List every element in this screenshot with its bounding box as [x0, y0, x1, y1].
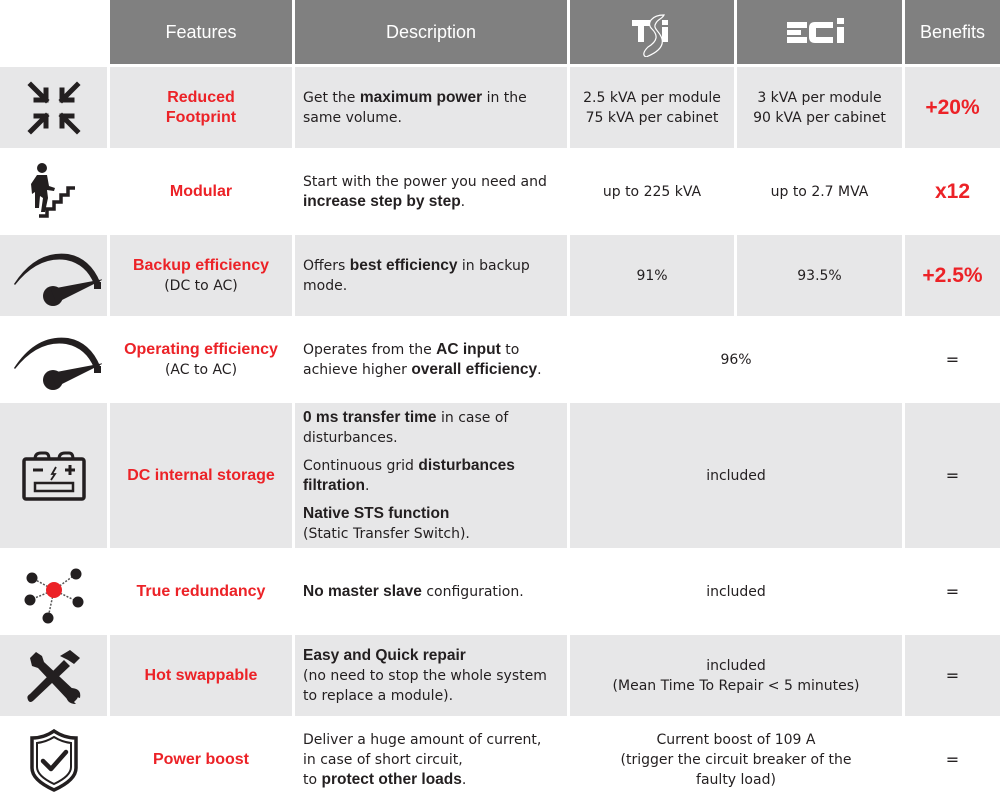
description-modular: Start with the power you need and increase step by step. — [295, 151, 570, 235]
benefit-operating-efficiency: = — [905, 319, 1000, 403]
feature-hot-swappable: Hot swappable — [110, 635, 295, 719]
shared-value-true-redundancy: included — [570, 551, 905, 635]
header-features: Features — [110, 0, 295, 67]
tsi-logo-icon — [622, 7, 682, 57]
gauge-icon — [6, 328, 102, 392]
benefit-hot-swappable: = — [905, 635, 1000, 719]
feature-modular: Modular — [110, 151, 295, 235]
shared-value-operating-efficiency: 96% — [570, 319, 905, 403]
header-benefits: Benefits — [905, 0, 1000, 67]
description-power-boost: Deliver a huge amount of current, in case of short circuit, to protect other loads. — [295, 719, 570, 803]
header-eci-logo — [737, 0, 905, 67]
description-operating-efficiency: Operates from the AC input to achieve higher overall efficiency. — [295, 319, 570, 403]
shield-check-icon — [29, 728, 79, 792]
person-climbing-stairs-icon — [29, 162, 79, 222]
feature-dc-internal-storage: DC internal storage — [110, 403, 295, 551]
shared-value-dc-internal-storage: included — [570, 403, 905, 551]
header-description: Description — [295, 0, 570, 67]
row-true-redundancy-icon-cell — [0, 551, 110, 635]
eci-value-backup-efficiency: 93.5% — [737, 235, 905, 319]
row-power-boost-icon-cell — [0, 719, 110, 803]
header-icon-column — [0, 0, 110, 67]
shared-value-power-boost: Current boost of 109 A (trigger the circuit breaker of the faulty load) — [570, 719, 905, 803]
tsi-value-reduced-footprint: 2.5 kVA per module 75 kVA per cabinet — [570, 67, 737, 151]
benefit-dc-internal-storage: = — [905, 403, 1000, 551]
feature-true-redundancy: True redundancy — [110, 551, 295, 635]
row-backup-efficiency-icon-cell — [0, 235, 110, 319]
battery-icon — [21, 449, 87, 503]
benefit-reduced-footprint: +20% — [905, 67, 1000, 151]
header-tsi-logo — [570, 0, 737, 67]
gauge-icon — [6, 244, 102, 308]
row-modular-icon-cell — [0, 151, 110, 235]
benefit-power-boost: = — [905, 719, 1000, 803]
description-backup-efficiency: Offers best efficiency in backup mode. — [295, 235, 570, 319]
eci-value-reduced-footprint: 3 kVA per module 90 kVA per cabinet — [737, 67, 905, 151]
network-nodes-icon — [22, 560, 86, 624]
benefit-modular: x12 — [905, 151, 1000, 235]
feature-reduced-footprint: Reduced Footprint — [110, 67, 295, 151]
tsi-value-backup-efficiency: 91% — [570, 235, 737, 319]
feature-operating-efficiency: Operating efficiency (AC to AC) — [110, 319, 295, 403]
row-operating-efficiency-icon-cell — [0, 319, 110, 403]
description-hot-swappable: Easy and Quick repair (no need to stop the whole system to replace a module). — [295, 635, 570, 719]
eci-value-modular: up to 2.7 MVA — [737, 151, 905, 235]
compress-arrows-icon — [24, 78, 84, 138]
benefit-backup-efficiency: +2.5% — [905, 235, 1000, 319]
row-hot-swappable-icon-cell — [0, 635, 110, 719]
shared-value-hot-swappable: included (Mean Time To Repair < 5 minutes) — [570, 635, 905, 719]
benefit-true-redundancy: = — [905, 551, 1000, 635]
tsi-value-modular: up to 225 kVA — [570, 151, 737, 235]
description-dc-internal-storage: 0 ms transfer time in case of disturbances. Continuous grid disturbances filtration. Native STS function (Static Transfer Switch). — [295, 403, 570, 551]
row-dc-storage-icon-cell — [0, 403, 110, 551]
description-reduced-footprint: Get the maximum power in the same volume. — [295, 67, 570, 151]
description-true-redundancy: No master slave configuration. — [295, 551, 570, 635]
eci-logo-icon — [785, 15, 855, 49]
tools-wrench-hammer-icon — [24, 646, 84, 706]
feature-backup-efficiency: Backup efficiency (DC to AC) — [110, 235, 295, 319]
feature-power-boost: Power boost — [110, 719, 295, 803]
row-reduced-footprint-icon-cell — [0, 67, 110, 151]
